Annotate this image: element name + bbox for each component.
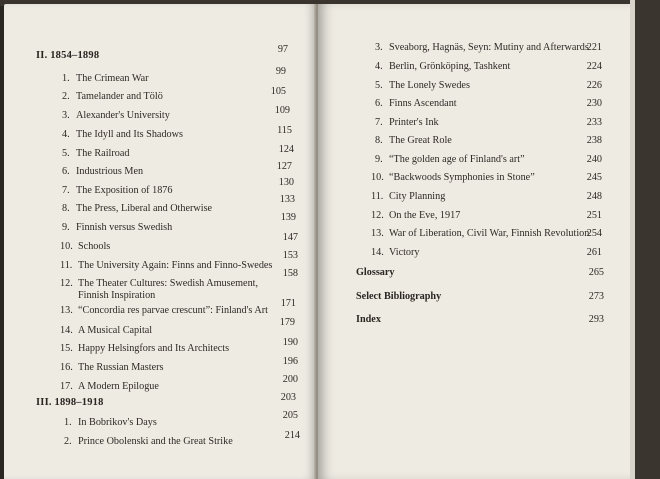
toc-entry-number: 9. bbox=[62, 222, 70, 233]
toc-entry-page: 261 bbox=[586, 247, 602, 258]
toc-entry-title: The Lonely Swedes bbox=[389, 80, 470, 91]
toc-entry-number: 8. bbox=[62, 203, 70, 214]
toc-entry-title-continued: Finnish Inspiration bbox=[78, 290, 156, 301]
toc-entry-title: Sveaborg, Hagnäs, Seyn: Mutiny and Afterwards bbox=[389, 42, 589, 53]
backmatter-page: 273 bbox=[588, 291, 604, 302]
toc-entry-number: 2. bbox=[64, 436, 72, 447]
toc-entry-number: 9. bbox=[375, 154, 383, 165]
toc-entry-title: Victory bbox=[389, 247, 420, 258]
toc-entry-title: War of Liberation, Civil War, Finnish Revolution bbox=[389, 228, 590, 239]
toc-entry-number: 15. bbox=[60, 343, 73, 354]
toc-entry-title: The Press, Liberal and Otherwise bbox=[76, 203, 213, 214]
toc-entry-title: Berlin, Grönköping, Tashkent bbox=[389, 61, 511, 72]
toc-entry-page: 224 bbox=[586, 61, 602, 72]
backmatter-label: Select Bibliography bbox=[356, 291, 442, 302]
toc-entry-number: 5. bbox=[62, 148, 70, 159]
toc-entry-title: City Planning bbox=[389, 191, 446, 202]
toc-entry-title: The Exposition of 1876 bbox=[76, 185, 173, 196]
toc-entry-page: 233 bbox=[586, 117, 602, 128]
toc-entry-page: 196 bbox=[282, 356, 298, 367]
toc-entry-page: 200 bbox=[282, 374, 298, 385]
toc-entry-page: 214 bbox=[284, 430, 300, 441]
backmatter-page: 265 bbox=[588, 267, 604, 278]
backmatter-label: Glossary bbox=[356, 267, 395, 278]
toc-entry-page: 133 bbox=[279, 194, 295, 205]
toc-entry-title: Industrious Men bbox=[76, 166, 144, 177]
toc-entry-page: 153 bbox=[282, 250, 298, 261]
toc-entry-number: 14. bbox=[371, 247, 384, 258]
toc-entry-number: 12. bbox=[60, 278, 73, 289]
toc-entry-title: The Theater Cultures: Swedish Amusement, bbox=[78, 278, 259, 289]
toc-entry-page: 115 bbox=[277, 125, 292, 136]
part-heading: III. 1898–1918 bbox=[36, 397, 104, 408]
toc-entry-number: 7. bbox=[375, 117, 383, 128]
toc-entry-page: 245 bbox=[586, 172, 602, 183]
toc-entry-title: In Bobrikov's Days bbox=[78, 417, 157, 428]
backmatter-page: 293 bbox=[588, 314, 604, 325]
toc-entry-number: 12. bbox=[371, 210, 384, 221]
toc-entry-page: 179 bbox=[279, 317, 295, 328]
toc-entry-number: 4. bbox=[375, 61, 383, 72]
toc-entry-title: Schools bbox=[78, 241, 111, 252]
toc-entry-title: Happy Helsingfors and Its Architects bbox=[78, 343, 230, 354]
toc-entry-page: 251 bbox=[586, 210, 602, 221]
toc-entry-number: 5. bbox=[375, 80, 383, 91]
toc-entry-number: 1. bbox=[64, 417, 72, 428]
toc-entry-page: 238 bbox=[586, 135, 602, 146]
toc-entry-number: 16. bbox=[60, 362, 73, 373]
toc-entry-number: 14. bbox=[60, 325, 73, 336]
toc-entry-title: The Russian Masters bbox=[78, 362, 164, 373]
toc-entry-number: 10. bbox=[60, 241, 73, 252]
toc-entry-page: 248 bbox=[586, 191, 602, 202]
toc-entry-page: 109 bbox=[274, 105, 290, 116]
toc-entry-title: Prince Obolenski and the Great Strike bbox=[78, 436, 233, 447]
toc-entry-title: Finnish versus Swedish bbox=[76, 222, 173, 233]
toc-entry-title: The University Again: Finns and Finno-Swedes bbox=[78, 260, 273, 271]
toc-entry-number: 6. bbox=[375, 98, 383, 109]
toc-entry-page: 230 bbox=[586, 98, 602, 109]
book-edge bbox=[630, 0, 660, 479]
toc-entry-number: 6. bbox=[62, 166, 70, 177]
part-heading: II. 1854–1898 bbox=[36, 50, 100, 61]
toc-entry-title: The Crimean War bbox=[76, 73, 149, 84]
toc-entry-page: 171 bbox=[280, 298, 296, 309]
toc-entry-number: 1. bbox=[62, 73, 70, 84]
toc-entry-title: A Musical Capital bbox=[78, 325, 153, 336]
toc-entry-page: 221 bbox=[586, 42, 602, 53]
toc-entry-page: 124 bbox=[278, 144, 294, 155]
right-page bbox=[318, 4, 630, 479]
toc-entry-page: 99 bbox=[275, 66, 286, 77]
toc-entry-page: 240 bbox=[586, 154, 602, 165]
toc-entry-page: 254 bbox=[586, 228, 602, 239]
toc-entry-page: 130 bbox=[278, 177, 294, 188]
toc-entry-number: 2. bbox=[62, 91, 70, 102]
toc-entry-page: 139 bbox=[280, 212, 296, 223]
toc-entry-title: The Idyll and Its Shadows bbox=[76, 129, 183, 140]
toc-entry-page: 190 bbox=[282, 337, 298, 348]
toc-entry-number: 3. bbox=[375, 42, 383, 53]
toc-entry-page: 127 bbox=[276, 161, 292, 172]
part-page: 97 bbox=[277, 44, 288, 55]
toc-entry-number: 3. bbox=[62, 110, 70, 121]
toc-entry-number: 8. bbox=[375, 135, 383, 146]
toc-entry-page: 158 bbox=[282, 268, 298, 279]
toc-entry-title: “The golden age of Finland's art” bbox=[389, 154, 525, 165]
toc-entry-number: 17. bbox=[60, 381, 73, 392]
toc-entry-number: 11. bbox=[60, 260, 73, 271]
backmatter-label: Index bbox=[356, 314, 381, 325]
toc-entry-number: 11. bbox=[371, 191, 384, 202]
toc-entry-title: A Modern Epilogue bbox=[78, 381, 159, 392]
toc-entry-number: 13. bbox=[371, 228, 384, 239]
toc-entry-title: Tamelander and Tölö bbox=[76, 91, 163, 102]
toc-entry-page: 105 bbox=[270, 86, 286, 97]
toc-entry-title: Alexander's University bbox=[76, 110, 170, 121]
toc-entry-title: Printer's Ink bbox=[389, 117, 439, 128]
toc-entry-number: 4. bbox=[62, 129, 70, 140]
toc-entry-number: 7. bbox=[62, 185, 70, 196]
toc-entry-title: “Backwoods Symphonies in Stone” bbox=[389, 172, 535, 183]
toc-entry-page: 147 bbox=[282, 232, 298, 243]
toc-entry-title: The Great Role bbox=[389, 135, 452, 146]
toc-entry-page: 205 bbox=[282, 410, 298, 421]
toc-entry-title: On the Eve, 1917 bbox=[389, 210, 461, 221]
toc-entry-title: “Concordia res parvae crescunt”: Finland's Art bbox=[78, 305, 268, 316]
toc-entry-number: 13. bbox=[60, 305, 73, 316]
toc-entry-title: The Railroad bbox=[76, 148, 130, 159]
toc-entry-number: 10. bbox=[371, 172, 384, 183]
part-page: 203 bbox=[280, 392, 296, 403]
toc-entry-page: 226 bbox=[586, 80, 602, 91]
toc-entry-title: Finns Ascendant bbox=[389, 98, 457, 109]
